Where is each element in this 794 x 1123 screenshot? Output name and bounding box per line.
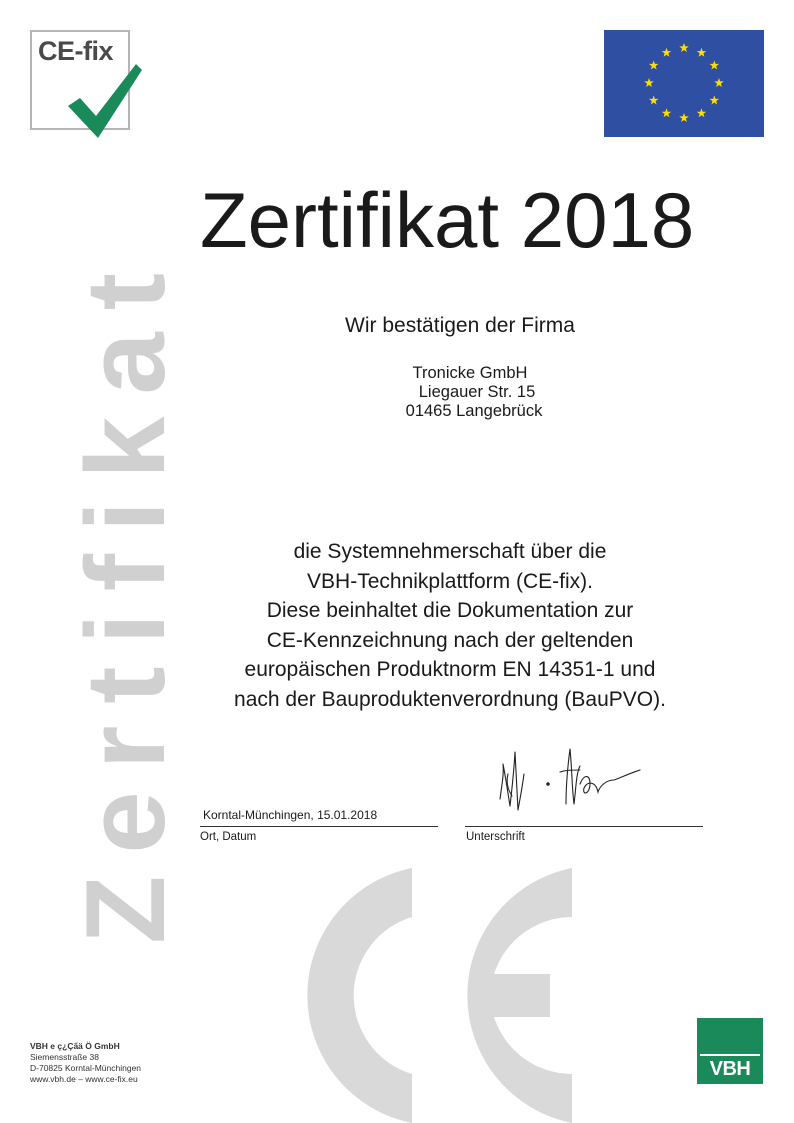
footer-street: Siemensstraße 38 bbox=[30, 1052, 99, 1062]
eu-flag-icon bbox=[604, 30, 764, 137]
body-line: VBH-Technikplattform (CE-fix). bbox=[307, 569, 593, 593]
cefix-logo-text: CE-fix bbox=[38, 36, 114, 66]
place-date-line bbox=[200, 826, 438, 827]
body-line: nach der Bauproduktenverordnung (BauPVO). bbox=[234, 687, 666, 711]
vbh-logo-rule bbox=[700, 1054, 760, 1056]
eu-stars bbox=[604, 30, 764, 137]
signature-line bbox=[465, 826, 703, 827]
company-city: 01465 Langebrück bbox=[405, 402, 543, 420]
vbh-logo-text: VBH bbox=[709, 1058, 751, 1080]
company-name: Tronicke GmbH bbox=[412, 364, 528, 382]
footer-city: D-70825 Korntal-Münchingen bbox=[30, 1063, 142, 1073]
vbh-logo bbox=[697, 1018, 763, 1084]
body-line: Diese beinhaltet die Dokumentation zur bbox=[266, 599, 634, 622]
page-title: Zertifikat 2018 bbox=[200, 176, 695, 264]
body-line: europäischen Produktnorm EN 14351-1 und bbox=[244, 658, 656, 681]
ce-mark-icon bbox=[282, 868, 582, 1123]
cefix-logo bbox=[30, 30, 130, 130]
body-line: die Systemnehmerschaft über die bbox=[293, 540, 607, 563]
footer-company: VBH e ç¿Ça̋ä Ö GmbH bbox=[30, 1041, 120, 1051]
place-date-value: Korntal-Münchingen, 15.01.2018 bbox=[203, 808, 378, 822]
body-line: CE-Kennzeichnung nach der geltenden bbox=[266, 628, 634, 652]
handwritten-signature bbox=[490, 744, 650, 824]
place-date-label: Ort, Datum bbox=[200, 831, 257, 843]
footer-address bbox=[30, 1041, 141, 1085]
checkmark-icon bbox=[66, 62, 144, 140]
company-street: Liegauer Str. 15 bbox=[418, 383, 536, 401]
footer-web: www.vbh.de – www.ce-fix.eu bbox=[30, 1074, 138, 1084]
certificate-body bbox=[170, 537, 730, 714]
signature-label: Unterschrift bbox=[466, 831, 525, 843]
side-watermark-text: Zertifikat bbox=[63, 251, 188, 944]
intro-text: Wir bestätigen der Firma bbox=[345, 314, 575, 337]
